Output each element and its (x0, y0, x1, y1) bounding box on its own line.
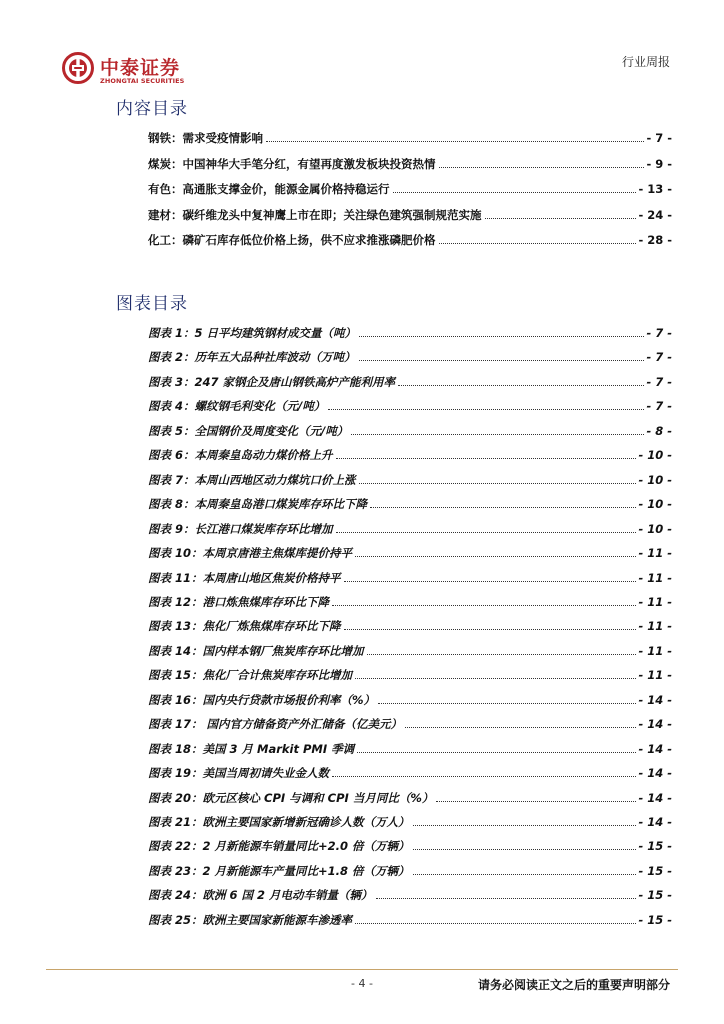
dot-leader (378, 703, 636, 704)
toc-entry-link[interactable] (148, 204, 672, 222)
entry-page-number: - 14 - (638, 692, 672, 707)
dot-leader (328, 409, 644, 410)
logo-chinese-name: 中泰证券 (100, 57, 181, 79)
entry-title: 图表 21：欧洲主要国家新增新冠确诊人数（万人） (148, 815, 410, 829)
entry-page-number: - 14 - (638, 815, 672, 829)
page-number: - 4 - (351, 977, 373, 990)
entry-page-number: - 14 - (638, 790, 672, 805)
dot-leader (336, 458, 637, 459)
figure-entry-link[interactable] (148, 615, 672, 633)
entry-page-number: - 11 - (638, 668, 672, 683)
toc-entry-link[interactable] (148, 127, 672, 145)
entry-title: 有色：高通胀支撑金价，能源金属价格持稳运行 (148, 182, 390, 197)
figure-entry-link[interactable] (148, 518, 672, 536)
dot-leader (439, 243, 637, 244)
entry-page-number: - 10 - (638, 497, 672, 512)
entry-title: 图表 11：本周唐山地区焦炭价格持平 (148, 570, 341, 585)
figure-entry-link[interactable] (148, 762, 672, 780)
entry-title: 图表 22：2 月新能源车销量同比+2.0 倍（万辆） (148, 839, 410, 854)
figure-entry-link[interactable] (148, 346, 672, 364)
company-logo (62, 52, 222, 92)
entry-title: 图表 13：焦化厂炼焦煤库存环比下降 (148, 619, 341, 634)
dot-leader (370, 507, 636, 508)
dot-leader (355, 678, 636, 679)
entry-title: 图表 9：长江港口煤炭库存环比增加 (148, 521, 333, 536)
figure-entry-link[interactable] (148, 444, 672, 462)
entry-title: 图表 7：本周山西地区动力煤坑口价上涨 (148, 472, 356, 487)
page-header (0, 0, 724, 96)
report-type-label: 行业周报 (621, 55, 670, 69)
entry-title: 图表 15：焦化厂合计焦炭库存环比增加 (148, 668, 353, 683)
dot-leader (413, 874, 637, 875)
entry-title: 图表 5：全国钢价及周度变化（元/吨） (148, 423, 349, 438)
figure-entry-link[interactable] (148, 567, 672, 585)
entry-page-number: - 28 - (638, 233, 672, 248)
entry-page-number: - 7 - (646, 350, 672, 365)
entry-page-number: - 8 - (646, 423, 672, 438)
contents-title: 内容目录 (116, 99, 188, 119)
entry-page-number: - 14 - (638, 717, 672, 732)
entry-title: 图表 23：2 月新能源车产量同比+1.8 倍（万辆） (148, 863, 410, 878)
figure-entry-link[interactable] (148, 738, 672, 756)
entry-title: 图表 14：国内样本钢厂焦炭库存环比增加 (148, 643, 364, 658)
figure-entry-link[interactable] (148, 371, 672, 389)
entry-page-number: - 15 - (638, 839, 672, 854)
entry-title: 钢铁：需求受疫情影响 (148, 131, 263, 145)
dot-leader (436, 801, 636, 802)
entry-title: 图表 8：本周秦皇岛港口煤炭库存环比下降 (148, 497, 368, 512)
dot-leader (266, 141, 644, 142)
figure-entry-link[interactable] (148, 469, 672, 487)
figures-title: 图表目录 (116, 294, 188, 314)
entry-page-number: - 7 - (646, 399, 672, 414)
dot-leader (393, 192, 637, 193)
figure-entry-link[interactable] (148, 689, 672, 707)
entry-page-number: - 10 - (638, 521, 672, 536)
figure-entry-link[interactable] (148, 420, 672, 438)
entry-title: 煤炭：中国神华大手笔分红，有望再度激发板块投资热情 (148, 156, 436, 171)
dot-leader (357, 752, 636, 753)
figure-entry-link[interactable] (148, 909, 672, 927)
entry-page-number: - 7 - (646, 131, 672, 145)
entry-title: 图表 19：美国当周初请失业金人数 (148, 766, 330, 781)
entry-page-number: - 11 - (638, 643, 672, 658)
dot-leader (398, 385, 644, 386)
dot-leader (336, 532, 637, 533)
toc-entry-link[interactable] (148, 229, 672, 247)
entry-page-number: - 11 - (638, 570, 672, 585)
dot-leader (355, 923, 636, 924)
entry-page-number: - 15 - (638, 888, 672, 903)
figure-entry-link[interactable] (148, 591, 672, 609)
entry-title: 图表 1：5 日平均建筑钢材成交量（吨） (148, 326, 357, 340)
dot-leader (359, 483, 637, 484)
entry-page-number: - 24 - (638, 207, 672, 222)
footer-disclaimer: 请务必阅读正文之后的重要声明部分 (477, 978, 670, 992)
entry-title: 化工：磷矿石库存低位价格上扬，供不应求推涨磷肥价格 (148, 233, 436, 248)
dot-leader (344, 629, 637, 630)
figure-entry-link[interactable] (148, 664, 672, 682)
entry-title: 图表 6：本周秦皇岛动力煤价格上升 (148, 448, 333, 463)
entry-page-number: - 15 - (638, 863, 672, 878)
footer-divider (46, 969, 678, 970)
entry-title: 图表 20：欧元区核心 CPI 与调和 CPI 当月同比（%） (148, 790, 434, 805)
entry-title: 图表 4：螺纹钢毛利变化（元/吨） (148, 399, 326, 414)
entry-page-number: - 7 - (646, 374, 672, 389)
dot-leader (359, 360, 645, 361)
dot-leader (359, 336, 644, 337)
toc-entry-link[interactable] (148, 153, 672, 171)
dot-leader (413, 849, 637, 850)
logo-english-name: ZHONGTAI SECURITIES (100, 77, 185, 85)
entry-page-number: - 10 - (638, 472, 672, 487)
dot-leader (344, 581, 637, 582)
entry-title: 图表 16：国内央行贷款市场报价利率（%） (148, 692, 376, 707)
figure-entry-link[interactable] (148, 493, 672, 511)
figure-entry-link[interactable] (148, 640, 672, 658)
dot-leader (355, 556, 636, 557)
entry-title: 图表 17： 国内官方储备资产外汇储备（亿美元） (148, 717, 403, 732)
dot-leader (485, 218, 637, 219)
entry-title: 图表 25：欧洲主要国家新能源车渗透率 (148, 912, 353, 927)
figure-entry-link[interactable] (148, 542, 672, 560)
figure-entry-link[interactable] (148, 322, 672, 340)
zhongtai-logo-icon (62, 52, 94, 84)
entry-page-number: - 11 - (638, 546, 672, 561)
entry-page-number: - 13 - (638, 182, 672, 197)
dot-leader (413, 825, 637, 826)
entry-page-number: - 7 - (646, 326, 672, 340)
dot-leader (439, 167, 645, 168)
entry-page-number: - 14 - (638, 766, 672, 781)
entry-title: 图表 12：港口炼焦煤库存环比下降 (148, 594, 330, 609)
figure-entry-link[interactable] (148, 713, 672, 731)
entry-page-number: - 15 - (638, 912, 672, 927)
figure-entry-link[interactable] (148, 787, 672, 805)
dot-leader (332, 776, 636, 777)
entry-page-number: - 10 - (638, 448, 672, 463)
dot-leader (332, 605, 636, 606)
entry-title: 图表 24：欧洲 6 国 2 月电动车销量（辆） (148, 888, 373, 903)
entry-title: 图表 2：历年五大品种社库波动（万吨） (148, 350, 356, 365)
figure-entry-link[interactable] (148, 835, 672, 853)
entry-title: 图表 3：247 家钢企及唐山钢铁高炉产能利用率 (148, 374, 396, 389)
dot-leader (405, 727, 636, 728)
dot-leader (367, 654, 637, 655)
entry-page-number: - 11 - (638, 619, 672, 634)
figure-entry-link[interactable] (148, 395, 672, 413)
dot-leader (351, 434, 644, 435)
figure-entry-link[interactable] (148, 884, 672, 902)
entry-page-number: - 14 - (638, 741, 672, 756)
toc-entry-link[interactable] (148, 178, 672, 196)
entry-title: 图表 10：本周京唐港主焦煤库提价持平 (148, 546, 353, 561)
figure-entry-link[interactable] (148, 811, 672, 829)
dot-leader (376, 898, 637, 899)
figure-entry-link[interactable] (148, 860, 672, 878)
entry-page-number: - 9 - (646, 156, 672, 171)
entry-title: 建材：碳纤维龙头中复神鹰上市在即；关注绿色建筑强制规范实施 (148, 207, 482, 222)
entry-page-number: - 11 - (638, 594, 672, 609)
entry-title: 图表 18：美国 3 月 Markit PMI 季调 (148, 741, 355, 756)
